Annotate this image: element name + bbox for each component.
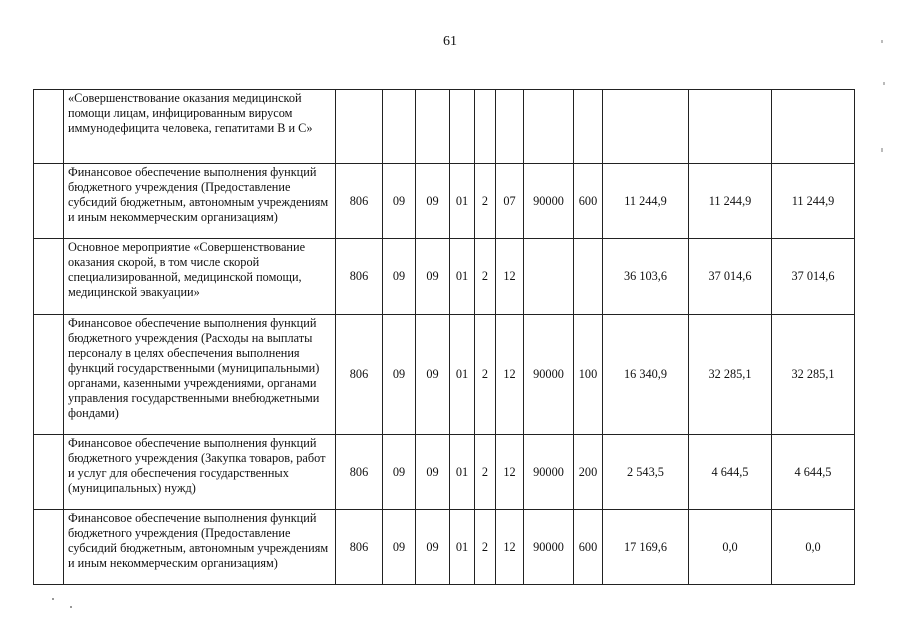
program-code-cell: 01 bbox=[450, 239, 475, 315]
direction-code-cell: 90000 bbox=[524, 435, 574, 510]
direction-code-cell: 90000 bbox=[524, 510, 574, 585]
program-code-cell: 01 bbox=[450, 164, 475, 239]
amount-year1-cell: 16 340,9 bbox=[603, 315, 689, 435]
row-margin-cell bbox=[34, 435, 64, 510]
row-description-cell: Финансовое обеспечение выполнения функций бюджетного учреждения (Расходы на выплаты персоналу в целях обеспечения выполнения функций государственными (муниципальными) органами, казенными учреждениями, органами управления государственными внебюджетными фондами) bbox=[64, 315, 336, 435]
amount-year3-cell: 32 285,1 bbox=[772, 315, 855, 435]
subsection-code-cell: 09 bbox=[416, 510, 450, 585]
subprogram-code-cell: 2 bbox=[475, 510, 496, 585]
row-margin-cell bbox=[34, 315, 64, 435]
direction-code-cell bbox=[524, 90, 574, 164]
subprogram-code-cell: 2 bbox=[475, 315, 496, 435]
subsection-code-cell: 09 bbox=[416, 435, 450, 510]
row-description-cell: Основное мероприятие «Совершенствование оказания скорой, в том числе скорой специализированной, медицинской помощи, медицинской эвакуации» bbox=[64, 239, 336, 315]
row-description-cell: «Совершенствование оказания медицинской помощи лицам, инфицированным вирусом иммунодефицита человека, гепатитами В и С» bbox=[64, 90, 336, 164]
section-code-cell bbox=[383, 90, 416, 164]
measure-code-cell: 12 bbox=[496, 510, 524, 585]
row-margin-cell bbox=[34, 239, 64, 315]
amount-year2-cell: 0,0 bbox=[689, 510, 772, 585]
section-code-cell: 09 bbox=[383, 435, 416, 510]
table-row bbox=[34, 90, 855, 164]
measure-code-cell: 07 bbox=[496, 164, 524, 239]
subsection-code-cell: 09 bbox=[416, 239, 450, 315]
expense-type-cell bbox=[574, 239, 603, 315]
subsection-code-cell bbox=[416, 90, 450, 164]
scan-artifact bbox=[883, 82, 885, 85]
amount-year1-cell: 36 103,6 bbox=[603, 239, 689, 315]
amount-year2-cell: 11 244,9 bbox=[689, 164, 772, 239]
admin-code-cell: 806 bbox=[336, 510, 383, 585]
row-margin-cell bbox=[34, 164, 64, 239]
row-margin-cell bbox=[34, 510, 64, 585]
scan-artifact bbox=[881, 40, 883, 43]
amount-year1-cell: 2 543,5 bbox=[603, 435, 689, 510]
amount-year3-cell: 0,0 bbox=[772, 510, 855, 585]
measure-code-cell: 12 bbox=[496, 435, 524, 510]
page-number: 61 bbox=[443, 34, 457, 49]
amount-year1-cell bbox=[603, 90, 689, 164]
subprogram-code-cell: 2 bbox=[475, 239, 496, 315]
scan-artifact bbox=[70, 606, 72, 608]
budget-table bbox=[33, 89, 855, 585]
admin-code-cell: 806 bbox=[336, 239, 383, 315]
subsection-code-cell: 09 bbox=[416, 164, 450, 239]
table-row bbox=[34, 510, 855, 585]
measure-code-cell bbox=[496, 90, 524, 164]
admin-code-cell: 806 bbox=[336, 164, 383, 239]
table-row bbox=[34, 315, 855, 435]
direction-code-cell bbox=[524, 239, 574, 315]
program-code-cell: 01 bbox=[450, 315, 475, 435]
row-description-cell: Финансовое обеспечение выполнения функций бюджетного учреждения (Предоставление субсидий бюджетным, автономным учреждениям и иным некоммерческим организациям) bbox=[64, 164, 336, 239]
amount-year2-cell: 4 644,5 bbox=[689, 435, 772, 510]
section-code-cell: 09 bbox=[383, 510, 416, 585]
amount-year1-cell: 17 169,6 bbox=[603, 510, 689, 585]
row-description-cell: Финансовое обеспечение выполнения функций бюджетного учреждения (Закупка товаров, работ и услуг для обеспечения государственных (муниципальных) нужд) bbox=[64, 435, 336, 510]
subsection-code-cell: 09 bbox=[416, 315, 450, 435]
expense-type-cell: 600 bbox=[574, 510, 603, 585]
amount-year2-cell: 32 285,1 bbox=[689, 315, 772, 435]
admin-code-cell: 806 bbox=[336, 435, 383, 510]
section-code-cell: 09 bbox=[383, 164, 416, 239]
table-row bbox=[34, 164, 855, 239]
admin-code-cell bbox=[336, 90, 383, 164]
scan-artifact bbox=[52, 598, 54, 600]
section-code-cell: 09 bbox=[383, 239, 416, 315]
table-row bbox=[34, 239, 855, 315]
amount-year2-cell: 37 014,6 bbox=[689, 239, 772, 315]
program-code-cell: 01 bbox=[450, 510, 475, 585]
expense-type-cell: 200 bbox=[574, 435, 603, 510]
row-margin-cell bbox=[34, 90, 64, 164]
direction-code-cell: 90000 bbox=[524, 164, 574, 239]
direction-code-cell: 90000 bbox=[524, 315, 574, 435]
scan-artifact bbox=[881, 148, 883, 152]
subprogram-code-cell: 2 bbox=[475, 164, 496, 239]
expense-type-cell bbox=[574, 90, 603, 164]
row-description-cell: Финансовое обеспечение выполнения функций бюджетного учреждения (Предоставление субсидий бюджетным, автономным учреждениям и иным некоммерческим организациям) bbox=[64, 510, 336, 585]
amount-year3-cell: 4 644,5 bbox=[772, 435, 855, 510]
table-row bbox=[34, 435, 855, 510]
expense-type-cell: 100 bbox=[574, 315, 603, 435]
measure-code-cell: 12 bbox=[496, 315, 524, 435]
amount-year3-cell: 37 014,6 bbox=[772, 239, 855, 315]
program-code-cell bbox=[450, 90, 475, 164]
admin-code-cell: 806 bbox=[336, 315, 383, 435]
subprogram-code-cell: 2 bbox=[475, 435, 496, 510]
section-code-cell: 09 bbox=[383, 315, 416, 435]
amount-year2-cell bbox=[689, 90, 772, 164]
expense-type-cell: 600 bbox=[574, 164, 603, 239]
program-code-cell: 01 bbox=[450, 435, 475, 510]
subprogram-code-cell bbox=[475, 90, 496, 164]
amount-year3-cell bbox=[772, 90, 855, 164]
amount-year1-cell: 11 244,9 bbox=[603, 164, 689, 239]
measure-code-cell: 12 bbox=[496, 239, 524, 315]
amount-year3-cell: 11 244,9 bbox=[772, 164, 855, 239]
